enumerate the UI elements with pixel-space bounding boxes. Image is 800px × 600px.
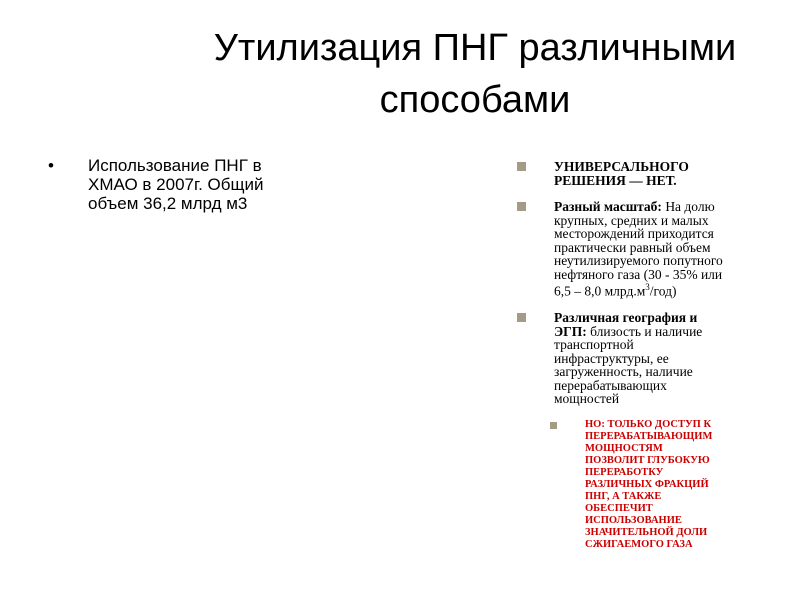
right-item-2-line-2: крупных, средних и малых (554, 212, 709, 228)
square-bullet-icon (517, 202, 526, 211)
subitem-line-10: ЗНАЧИТЕЛЬНОЙ ДОЛИ (585, 526, 708, 538)
right-item-2-line-3: месторождений приходится (554, 226, 714, 241)
right-item-3-first-rest: близость и наличие (586, 323, 703, 339)
subitem-line-8: ОБЕСПЕЧИТ (585, 502, 653, 514)
right-item-2-line-5: неутилизируемого попутного (554, 253, 723, 268)
subitem-line-1: НО: ТОЛЬКО ДОСТУП К (585, 418, 712, 430)
right-item-2-line-1 (554, 200, 723, 214)
subitem-line-3: МОЩНОСТЯМ (585, 442, 663, 454)
right-item-3-text (554, 311, 702, 406)
subitem-line-5: ПЕРЕРАБОТКУ (585, 466, 664, 478)
left-bullet-text (88, 156, 303, 213)
right-item-2-line-7 (554, 281, 723, 298)
right-item-3-bold-partial: ЭГП: (554, 323, 587, 339)
right-item-geography (517, 311, 787, 406)
left-column (48, 156, 308, 213)
title-line-1: Утилизация ПНГ различными (213, 27, 737, 69)
right-item-2-last-prefix: 6,5 – 8,0 млрд.м (554, 283, 646, 299)
right-item-3-line-4: инфраструктуры, ее (554, 350, 669, 366)
right-item-scale (517, 200, 787, 298)
square-bullet-icon (517, 313, 526, 322)
right-item-2-first-rest: На долю (661, 199, 715, 214)
left-line-1: Использование ПНГ в (88, 156, 262, 175)
subitem-line-4: ПОЗВОЛИТ ГЛУБОКУЮ (585, 454, 710, 466)
right-item-3-line-2 (554, 325, 702, 339)
right-item-2-line-4: практически равный объем (554, 239, 711, 255)
subitem-line-7: ПНГ, А ТАКЖЕ (585, 490, 662, 502)
right-item-3-line-6: перерабатывающих (554, 377, 667, 393)
right-item-1-line-1: УНИВЕРСАЛЬНОГО (554, 159, 689, 174)
right-item-2-last-suffix: /год) (649, 283, 677, 299)
subitem-line-6: РАЗЛИЧНЫХ ФРАКЦИЙ (585, 478, 709, 490)
right-item-1-line-2: РЕШЕНИЯ — НЕТ. (554, 172, 677, 188)
subitem-text (585, 419, 712, 551)
right-item-universal (517, 160, 787, 187)
right-item-3-line-7: мощностей (554, 391, 620, 406)
right-item-2-bold: Разный масштаб: (554, 199, 662, 214)
left-line-3: объем 36,2 млрд м3 (88, 194, 248, 213)
bullet-dot-icon: • (48, 156, 54, 175)
subitem-line-2: ПЕРЕРАБАТЫВАЮЩИМ (585, 430, 713, 442)
right-item-1-text (554, 160, 689, 187)
right-item-2-text (554, 200, 723, 298)
right-column (517, 160, 787, 551)
right-item-3-line-1: Различная география и (554, 310, 698, 325)
right-item-3-line-5: загруженность, наличие (554, 364, 693, 379)
title-line-2: способами (379, 79, 571, 121)
right-item-3-line-3: транспортной (554, 337, 634, 352)
subitem-line-11: СЖИГАЕМОГО ГАЗА (585, 538, 693, 550)
left-line-2: ХМАО в 2007г. Общий (88, 175, 264, 194)
slide-title (150, 22, 800, 126)
right-subitem-processing (550, 419, 787, 551)
right-item-2-line-6: нефтяного газа (30 - 35% или (554, 266, 723, 282)
right-item-2-last-sup: 3 (645, 282, 650, 292)
left-bullet-item (48, 156, 308, 213)
square-bullet-icon (517, 162, 526, 171)
square-bullet-icon (550, 422, 557, 429)
subitem-line-9: ИСПОЛЬЗОВАНИЕ (585, 514, 682, 526)
